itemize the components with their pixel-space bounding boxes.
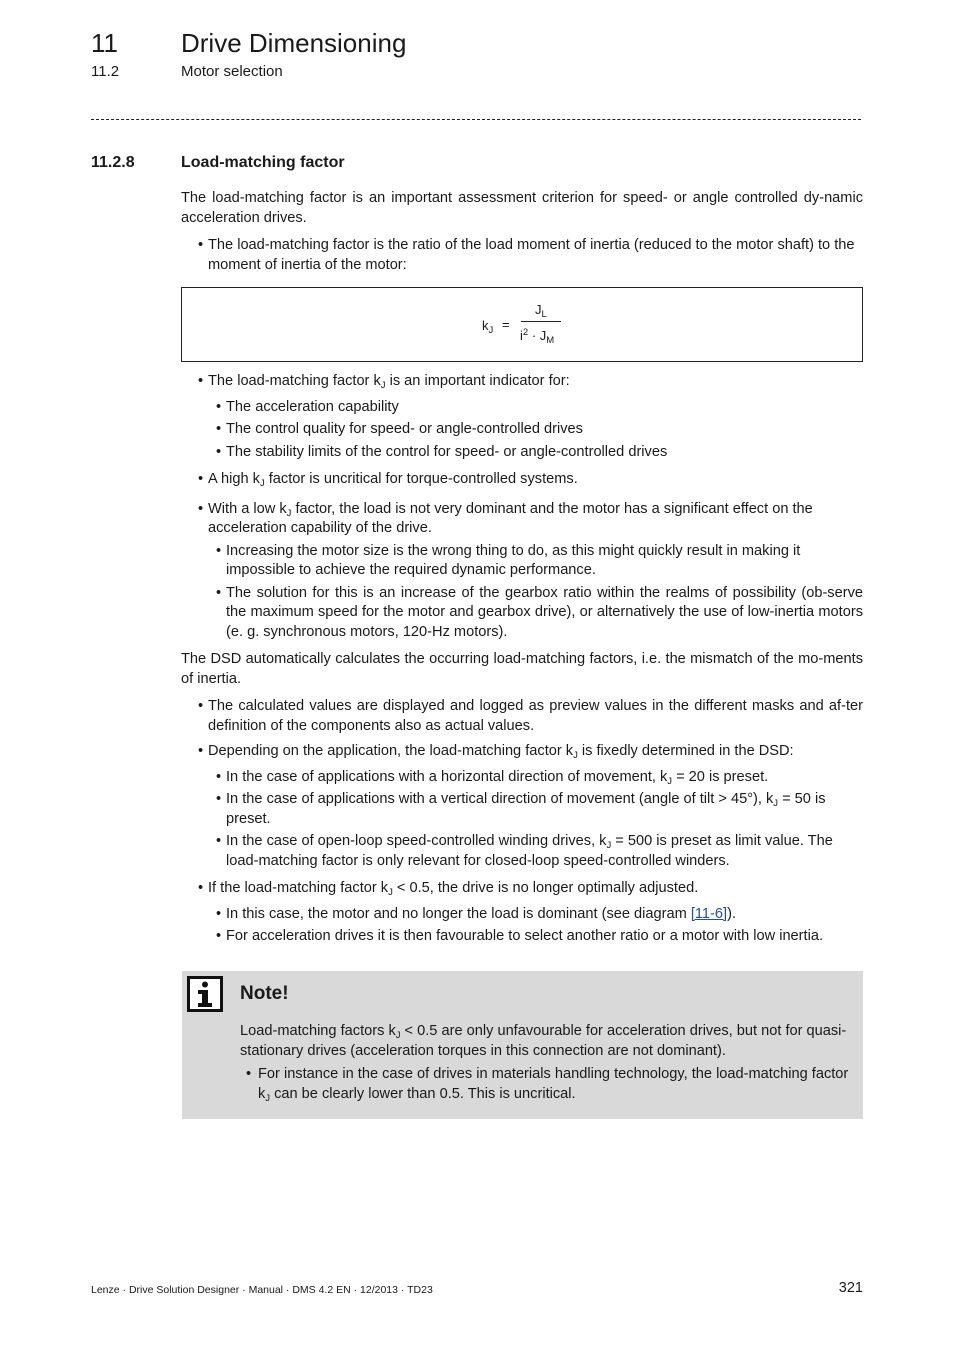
note-item: • For instance in the case of drives in materials handling technology, the load-matching factor $k_J$ can be clearly lower than 0.5. This is uncritical. (240, 1065, 850, 1104)
note-box (182, 971, 863, 1119)
intro-paragraph: The load-matching factor is an important assessment criterion for speed- or angle controlled dy-namic acceleration drives. (181, 190, 863, 226)
formula-denominator: $i^2 \cdot J_M$ (520, 327, 555, 346)
footer-text: Lenze · Drive Solution Designer · Manual · DMS 4.2 EN · 12/2013 · TD23 (91, 1284, 433, 1296)
subchapter-title: Motor selection (181, 63, 283, 80)
subchapter-number: 11.2 (91, 63, 120, 80)
page-number: 321 (838, 1280, 863, 1296)
formula-numerator: $J_L$ (535, 302, 547, 320)
definition-list (181, 236, 863, 275)
chapter-number: 11 (91, 28, 118, 58)
list-item: • The solution for this is an increase of the gearbox ratio within the realms of possibility (ob-serve the maximum speed for the motor and gearbox drive), or alternatively the use of low-inertia motors (e. g. synchronous motors, 120-Hz motors). (181, 584, 863, 643)
formula-equals: = (502, 317, 510, 332)
diagram-link[interactable]: [11-6] (690, 905, 728, 922)
list-item: • Increasing the motor size is the wrong thing to do, as this might quickly result in making it impossible to achieve the required dynamic performance. (181, 542, 863, 581)
list-item: • The control quality for speed- or angle-controlled drives (181, 420, 863, 440)
indicator-list (181, 372, 863, 642)
header-divider (91, 119, 861, 120)
list-item: • With a low $k_J$ factor, the load is not very dominant and the motor has a significant effect on the acceleration capability of the drive. (181, 500, 863, 539)
formula-box (181, 287, 863, 362)
list-item: • The stability limits of the control for speed- or angle-controlled drives (181, 443, 863, 463)
chapter-title: Drive Dimensioning (181, 28, 407, 58)
list-item: • A high $k_J$ factor is uncritical for torque-controlled systems. (181, 470, 863, 490)
list-item: • The acceleration capability (181, 398, 863, 418)
note-body (240, 1022, 850, 1110)
list-item: • In the case of applications with a horizontal direction of movement, $k_J = 20$ is preset. (181, 768, 863, 788)
dsd-list (181, 697, 863, 947)
info-icon (187, 976, 223, 1017)
dsd-paragraph: The DSD automatically calculates the occurring load-matching factors, i.e. the mismatch of the mo-ments of inertia. (181, 651, 863, 687)
note-title: Note! (240, 983, 289, 1004)
note-text: Load-matching factors $k_J < 0.5$ are only unfavourable for acceleration drives, but not for quasi-stationary drives (acceleration torques in this connection are not dominant). (240, 1023, 847, 1059)
section-title: Load-matching factor (181, 154, 345, 171)
list-item: • In this case, the motor and no longer the load is dominant (see diagram [11-6]). (181, 905, 863, 925)
note-list (240, 1065, 850, 1104)
list-item: • The calculated values are displayed and logged as preview values in the different masks and af-ter definition of the components also as actual values. (181, 697, 863, 736)
list-item: • In the case of applications with a vertical direction of movement (angle of tilt > 45°), $k_J = 50$ is preset. (181, 790, 863, 829)
section-body (181, 189, 863, 950)
list-item: • In the case of open-loop speed-controlled winding drives, $k_J = 500$ is preset as limit value. The load-matching factor is only relevant for closed-loop speed-controlled winders. (181, 832, 863, 871)
list-item: • If the load-matching factor $k_J < 0.5$, the drive is no longer optimally adjusted. (181, 879, 863, 899)
list-item: • Depending on the application, the load-matching factor $k_J$ is fixedly determined in the DSD: (181, 742, 863, 762)
list-item: • For acceleration drives it is then favourable to select another ratio or a motor with low inertia. (181, 927, 863, 947)
list-item: • The load-matching factor $k_J$ is an important indicator for: (181, 372, 863, 392)
definition-item: • The load-matching factor is the ratio of the load moment of inertia (reduced to the motor shaft) to the moment of inertia of the motor: (181, 236, 863, 275)
load-matching-formula (482, 294, 572, 354)
fraction-bar (521, 321, 561, 322)
section-number: 11.2.8 (91, 154, 135, 171)
formula-k: $k_J$ (482, 318, 494, 336)
